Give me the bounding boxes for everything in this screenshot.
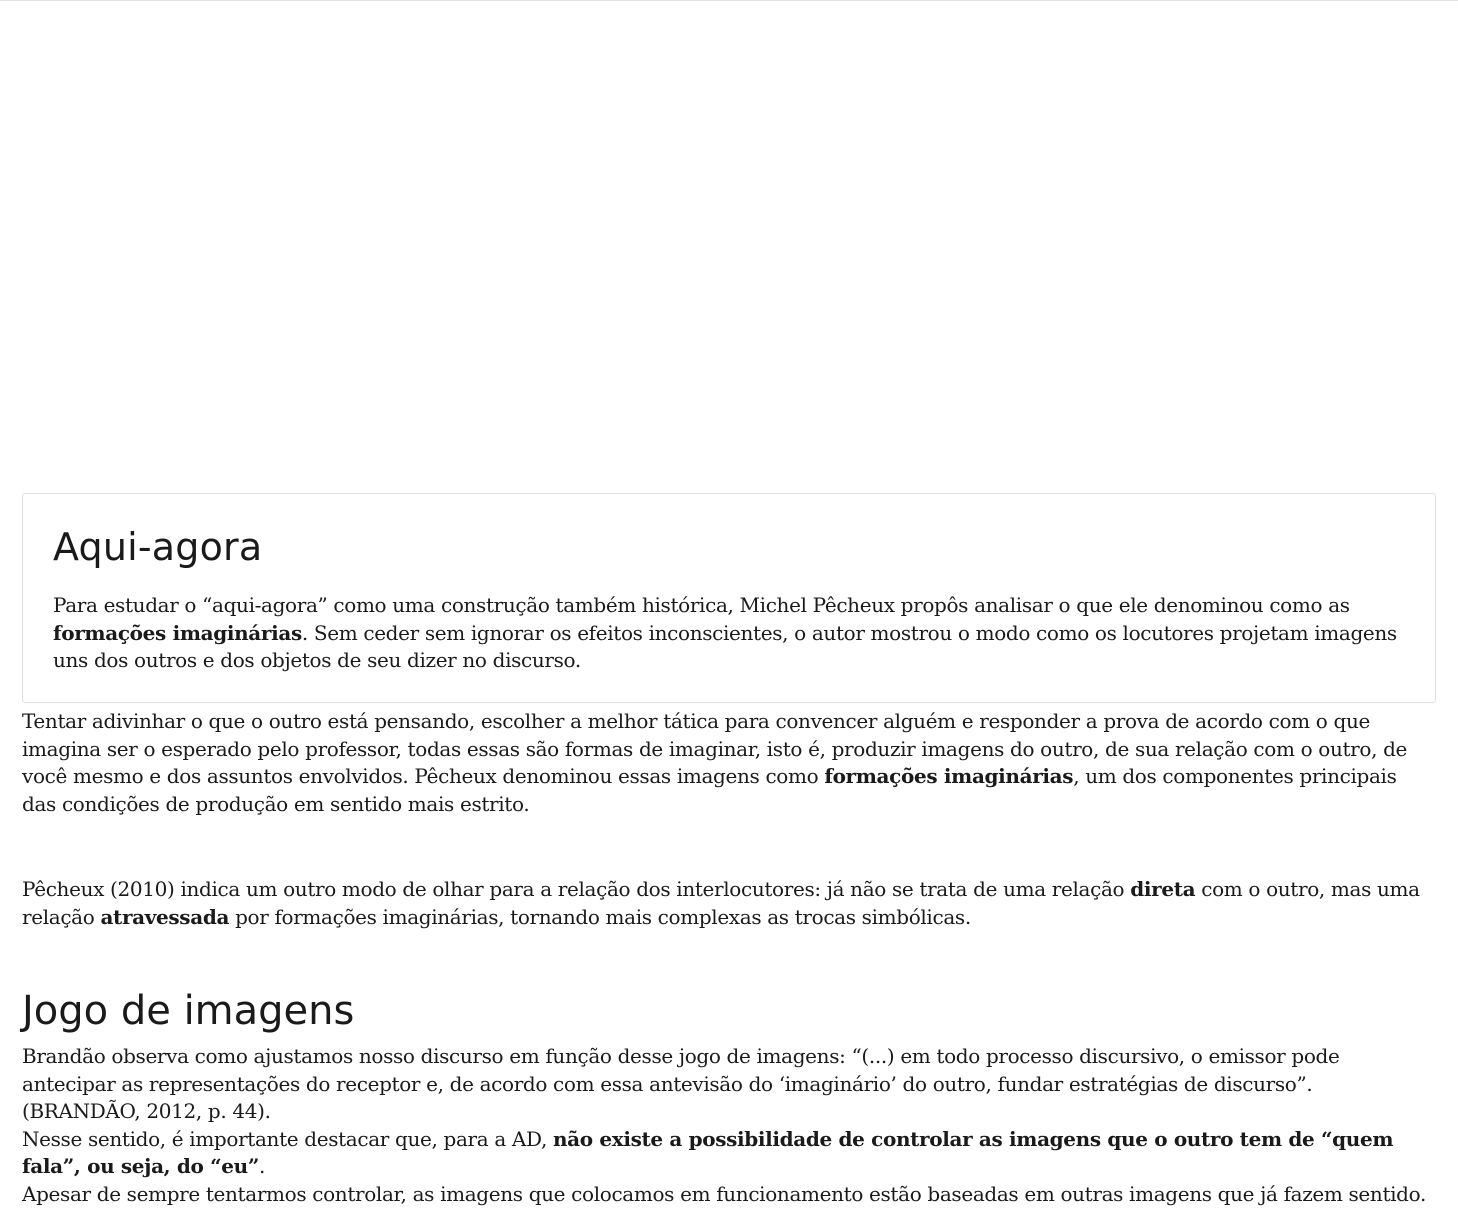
paragraph-imagens: Apesar de sempre tentarmos controlar, as imagens que colocamos em funcionamento estão baseadas em outras imagens que já fazem sentido. — [22, 1181, 1426, 1206]
article-content — [22, 493, 1436, 1208]
paragraph-text: Tentar adivinhar o que o outro está pensando, escolher a melhor tática para convencer alguém e responder a prova de acordo com o que imagina ser o esperado pelo professor, todas essas são formas de imaginar, isto é, produzir imagens do outro, de sua relação com o outro, de você mesmo e dos assuntos envolvidos. Pêcheux denominou essas imagens como — [22, 709, 1408, 788]
section-title: Jogo de imagens — [22, 988, 355, 1034]
bold-term: não existe a possibilidade de controlar as imagens que o outro tem de “quem fala”, ou seja, do “eu” — [22, 1126, 1394, 1178]
paragraph-text: . — [259, 1154, 266, 1178]
card-bold-term: formações imaginárias — [53, 620, 302, 645]
paragraph-text: por formações imaginárias, tornando mais complexas as trocas simbólicas. — [229, 904, 971, 929]
card-text: . Sem ceder sem ignorar os efeitos inconscientes, o autor mostrou o modo como os locutores projetam imagens uns dos outros e dos objetos de seu dizer no discurso. — [53, 620, 1397, 672]
paragraph-formacoes — [22, 708, 1436, 818]
highlight-card — [22, 493, 1436, 703]
paragraph-text: Pêcheux (2010) indica um outro modo de olhar para a relação dos interlocutores: já não se trata de uma relação — [22, 877, 1131, 901]
card-title: Aqui-agora — [53, 525, 263, 569]
paragraph-interlocutores — [22, 876, 1436, 931]
paragraph-text: com o outro, mas uma relação — [22, 877, 1420, 929]
paragraph-brandao: Brandão observa como ajustamos nosso discurso em função desse jogo de imagens: “(...) em todo processo discursivo, o emissor pode antecipar as representações do receptor e, de acordo com essa antevisão do ‘imaginário’ do outro, fundar estratégias de discurso”. (BRANDÃO, 2012, p. 44). — [22, 1044, 1340, 1123]
card-text: Para estudar o “aqui-agora” como uma construção também histórica, Michel Pêcheux propôs analisar o que ele denominou como as — [53, 593, 1350, 617]
media-placeholder — [0, 1, 1458, 493]
card-paragraph — [53, 592, 1405, 675]
bold-term: atravessada — [100, 904, 230, 929]
paragraph-text: , um dos componentes principais das condições de produção em sentido mais estrito. — [22, 764, 1397, 816]
bold-term: direta — [1130, 877, 1196, 901]
paragraph-text: Nesse sentido, é importante destacar que, para a AD, — [22, 1126, 553, 1151]
paragraph-controle — [22, 1126, 1436, 1181]
bold-term: formações imaginárias — [824, 764, 1074, 788]
